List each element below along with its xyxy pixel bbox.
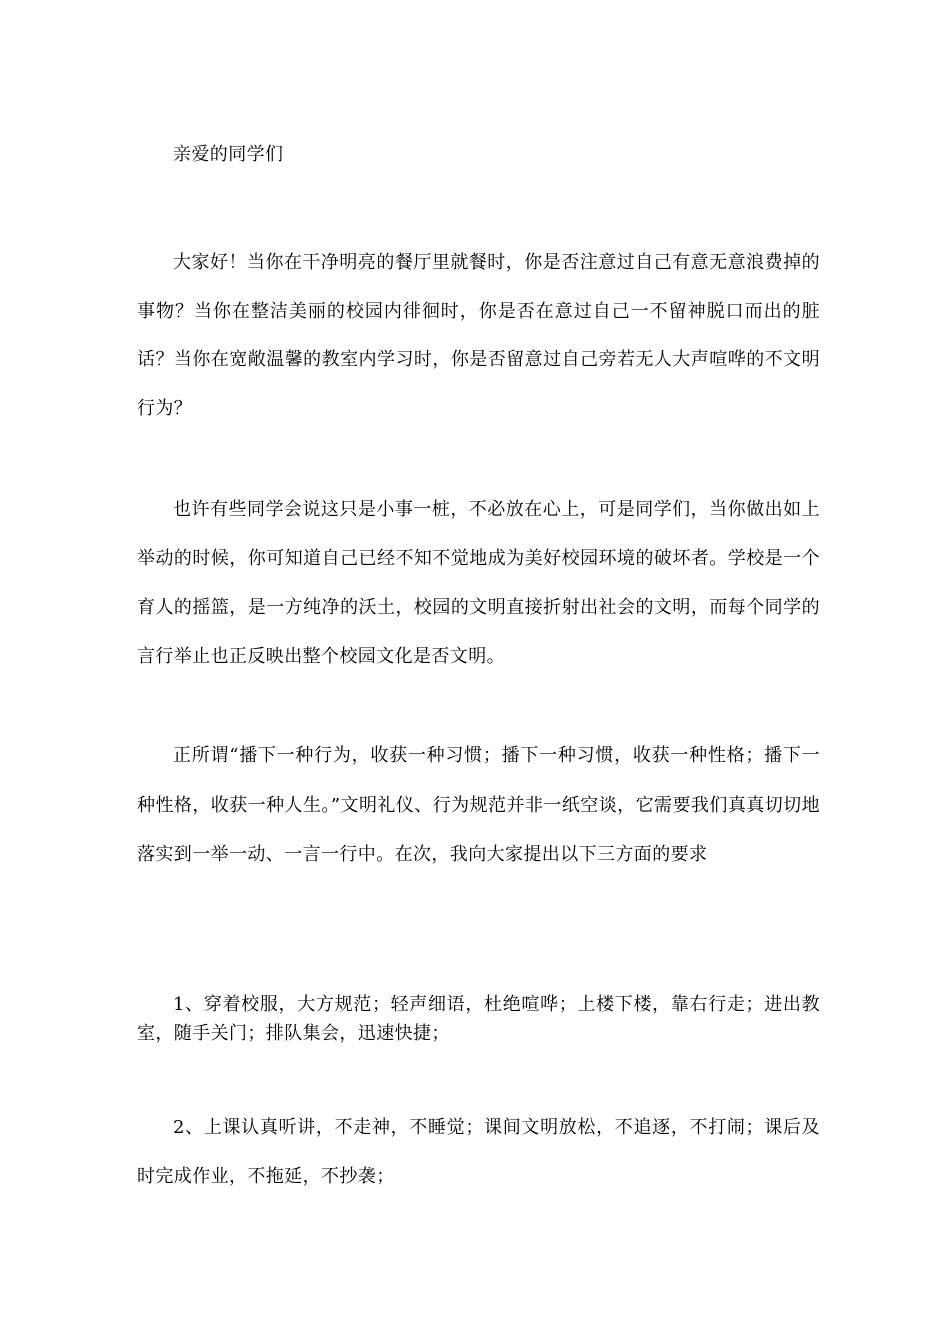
- paragraph-quote: 正所谓“播下一种行为，收获一种习惯；播下一种习惯，收获一种性格；播下一种性格，收获一种人生。”文明礼仪、行为规范并非一纸空谈，它需要我们真真切切地落实到一举一动、一言一行中。在次，我向大家提出以下三方面的要求: [137, 745, 820, 865]
- requirement-item-1: 1、穿着校服，大方规范；轻声细语，杜绝喧哗；上楼下楼，靠右行走；进出教室，随手关门；排队集会，迅速快捷；: [137, 994, 820, 1044]
- paragraph-reflection: 也许有些同学会说这只是小事一桩，不必放在心上，可是同学们，当你做出如上举动的时候，你可知道自己已经不知不觉地成为美好校园环境的破坏者。学校是一个育人的摇篮，是一方纯净的沃土，校园的文明直接折射出社会的文明，而每个同学的言行举止也正反映出整个校园文化是否文明。: [137, 499, 820, 667]
- requirement-item-2: 2、上课认真听讲，不走神，不睡觉；课间文明放松，不追逐，不打闹；课后及时完成作业，不拖延，不抄袭；: [137, 1117, 820, 1187]
- greeting: 亲爱的同学们: [173, 144, 284, 165]
- paragraph-intro: 大家好！当你在干净明亮的餐厅里就餐时，你是否注意过自己有意无意浪费掉的事物？当你在整洁美丽的校园内徘徊时，你是否在意过自己一不留神脱口而出的脏话？当你在宽敞温馨的教室内学习时，你是否留意过自己旁若无人大声喧哗的不文明行为？: [137, 252, 820, 419]
